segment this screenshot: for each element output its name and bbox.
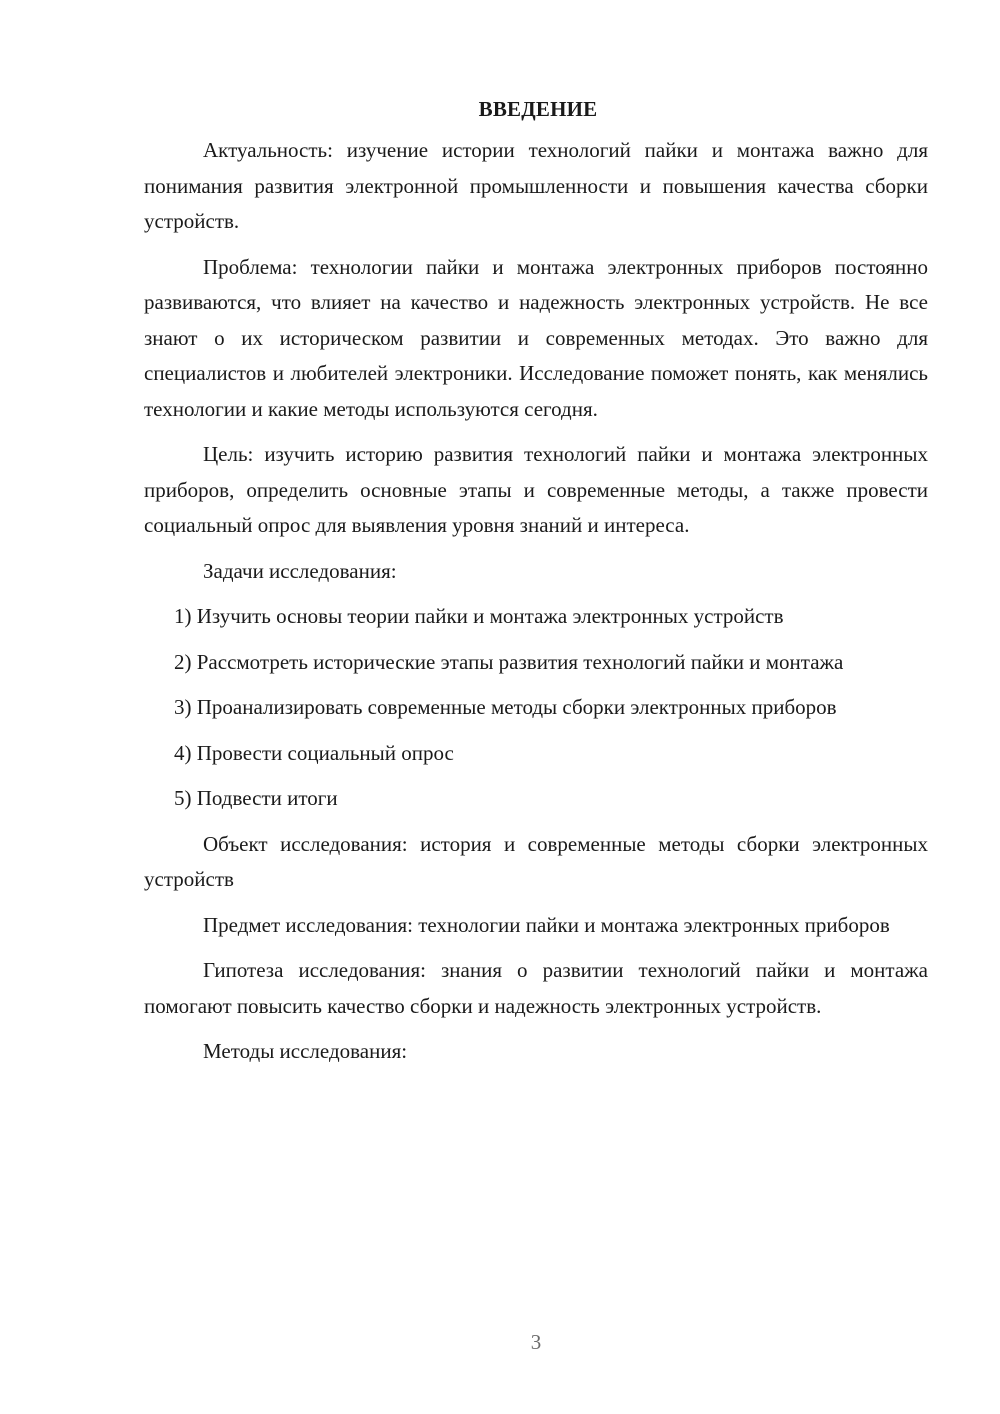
task-item-1: 1) Изучить основы теории пайки и монтажа электронных устройств xyxy=(174,604,784,628)
document-page xyxy=(144,92,928,1080)
methods-heading: Методы исследования: xyxy=(203,1039,408,1063)
problem-paragraph: Проблема: технологии пайки и монтажа электронных приборов постоянно развиваются, что влияет на качество и надежность электронных устройств. Не все знают о их историческом развитии и современных методах. Это важно для специалистов и любителей электроники. Исследование поможет понять, как менялись технологии и какие методы используются сегодня. xyxy=(144,254,928,421)
subject-paragraph: Предмет исследования: технологии пайки и монтажа электронных приборов xyxy=(203,912,890,937)
task-item-2: 2) Рассмотреть исторические этапы развития технологий пайки и монтажа xyxy=(174,649,844,674)
task-item-3: 3) Проанализировать современные методы сборки электронных приборов xyxy=(174,695,837,719)
task-item-4: 4) Провести социальный опрос xyxy=(174,740,454,765)
tasks-heading: Задачи исследования: xyxy=(203,558,397,583)
relevance-paragraph: Актуальность: изучение истории технологий пайки и монтажа важно для понимания развития электронной промышленности и повышения качества сборки устройств. xyxy=(144,138,928,233)
hypothesis-paragraph: Гипотеза исследования: знания о развитии технологий пайки и монтажа помогают повысить качество сборки и надежность электронных устройств. xyxy=(144,958,928,1018)
page-number: 3 xyxy=(530,1330,542,1354)
object-paragraph: Объект исследования: история и современные методы сборки электронных устройств xyxy=(144,831,928,891)
section-title: ВВЕДЕНИЕ xyxy=(478,97,598,121)
task-item-5: 5) Подвести итоги xyxy=(174,786,338,810)
goal-paragraph: Цель: изучить историю развития технологий пайки и монтажа электронных приборов, определить основные этапы и современные методы, а также провести социальный опрос для выявления уровня знаний и интереса. xyxy=(144,442,928,537)
